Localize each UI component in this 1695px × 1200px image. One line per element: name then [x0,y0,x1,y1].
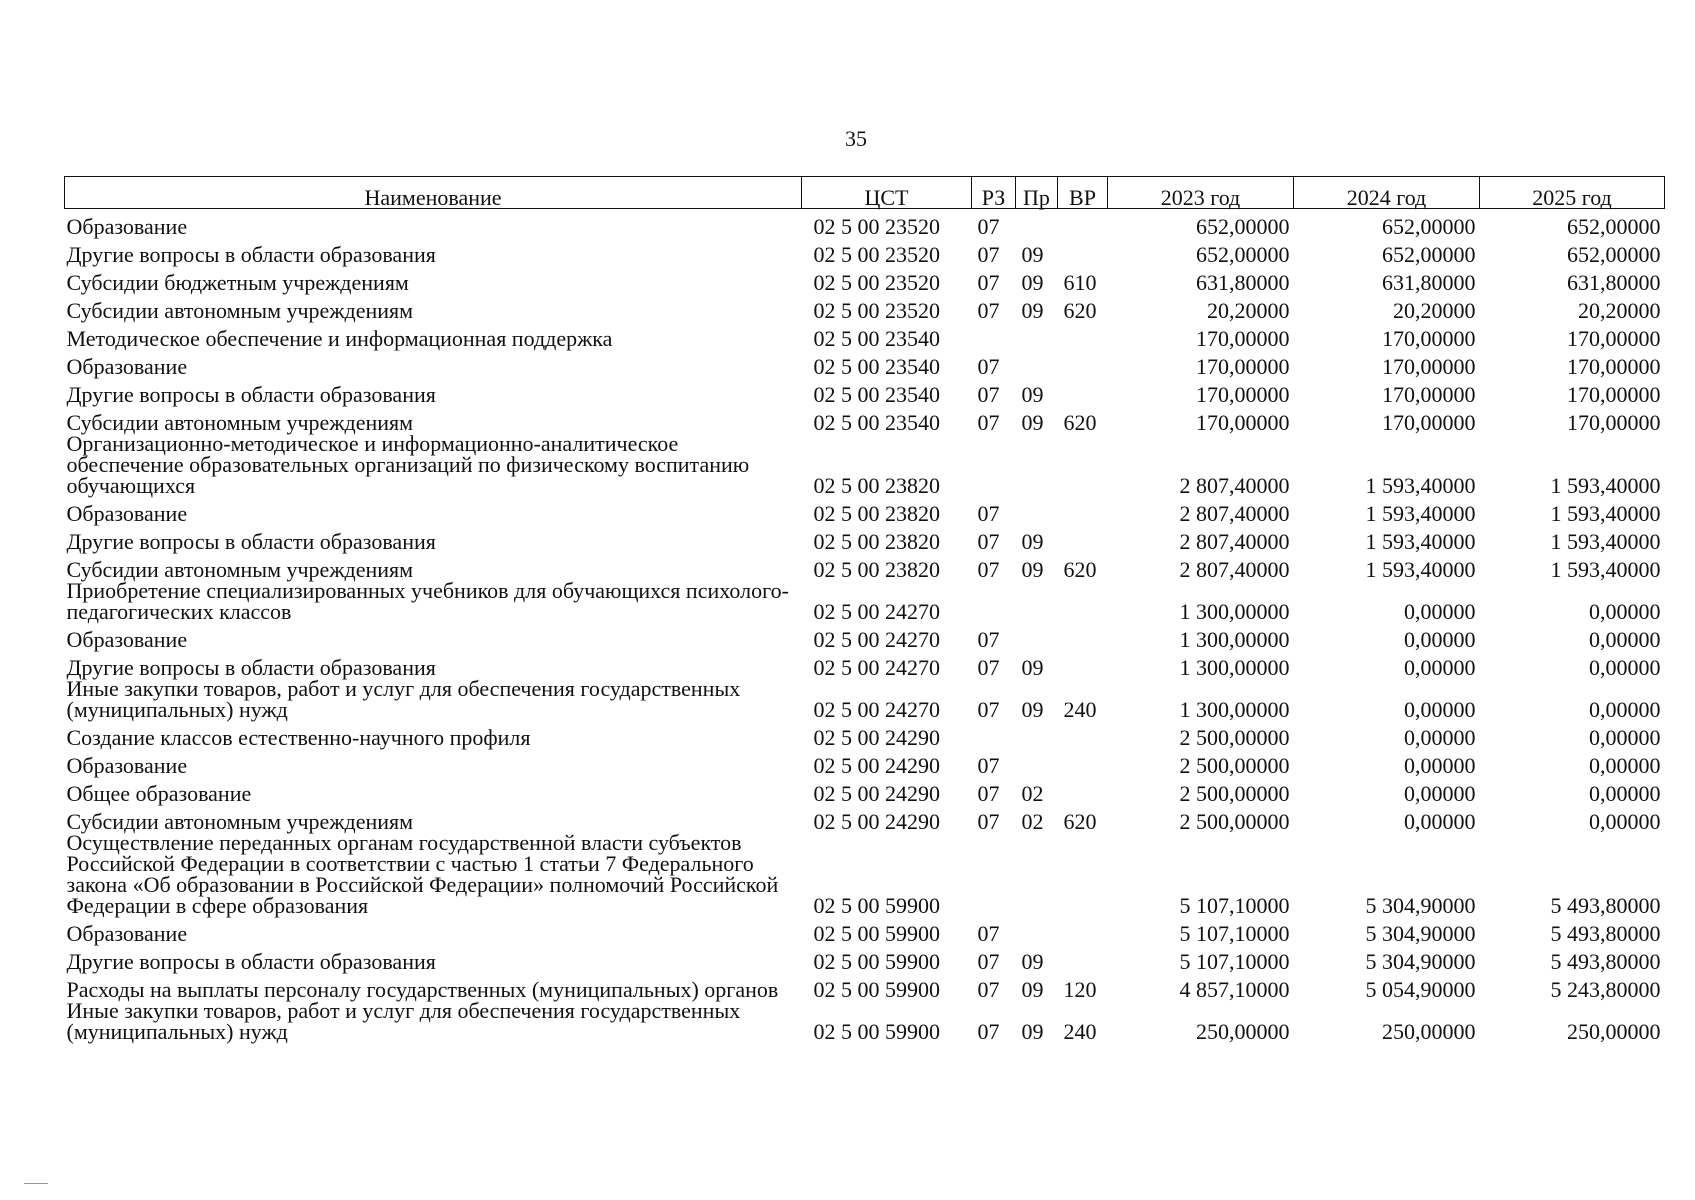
cell-pr: 09 [1021,242,1044,267]
cell-vr: 120 [1063,977,1097,1002]
cell-vr [1058,209,1108,238]
cell-2025: 1 593,40000 [1550,529,1661,554]
cell-2024: 652,00000 [1382,242,1476,267]
cell-cst: 02 5 00 59900 [813,893,940,918]
page-number: 35 [845,126,867,151]
cell-vr [1058,321,1108,349]
cell-2023: 2 807,40000 [1179,501,1290,526]
cell-name: Субсидии автономным учреждениям [66,410,414,435]
cell-rz: 07 [977,529,1000,554]
cell-vr: 610 [1063,270,1097,295]
cell-cst: 02 5 00 24270 [813,627,940,652]
cell-rz: 07 [977,557,1000,582]
cell-rz [972,321,1016,349]
cell-pr [1016,209,1058,238]
cell-2024: 0,00000 [1404,809,1476,834]
cell-2024: 1 593,40000 [1365,501,1476,526]
cell-name: Субсидии бюджетным учреждениям [66,270,409,295]
cell-pr: 09 [1021,1019,1044,1044]
table-row [65,678,1665,720]
cell-2024: 652,00000 [1382,214,1476,239]
cell-2023: 5 107,10000 [1179,921,1290,946]
cell-pr: 09 [1021,557,1044,582]
cell-pr: 09 [1021,655,1044,680]
cell-2024: 170,00000 [1382,410,1476,435]
cell-2024: 0,00000 [1404,753,1476,778]
cell-name: Другие вопросы в области образования [66,949,436,974]
table-row [65,524,1665,552]
cell-name: Образование [66,921,188,946]
cell-rz: 07 [977,977,1000,1002]
header-cst: ЦСТ [802,177,972,209]
cell-cst: 02 5 00 24270 [813,655,940,680]
cell-2025: 1 593,40000 [1550,557,1661,582]
header-2025: 2025 год [1480,177,1665,209]
table-header-row [65,177,1665,209]
cell-name: Другие вопросы в области образования [66,382,436,407]
cell-2025: 652,00000 [1567,214,1661,239]
cell-2024: 1 593,40000 [1365,529,1476,554]
cell-2023: 652,00000 [1196,214,1290,239]
table-row [65,433,1665,496]
cell-2025: 0,00000 [1589,627,1661,652]
cell-2025: 0,00000 [1589,753,1661,778]
cell-pr: 09 [1021,410,1044,435]
cell-2025: 0,00000 [1589,697,1661,722]
cell-2024: 170,00000 [1382,326,1476,351]
cell-2025: 20,20000 [1578,298,1661,323]
cell-rz: 07 [977,655,1000,680]
cell-2025: 170,00000 [1567,326,1661,351]
cell-vr [1058,832,1108,916]
cell-pr: 09 [1021,977,1044,1002]
cell-vr [1058,720,1108,748]
header-vr: ВР [1058,177,1108,209]
cell-rz: 07 [977,214,1000,239]
cell-2024: 0,00000 [1404,655,1476,680]
cell-pr: 02 [1021,809,1044,834]
cell-cst: 02 5 00 23540 [813,354,940,379]
cell-2024: 631,80000 [1382,270,1476,295]
cell-name: Образование [66,214,188,239]
cell-2025: 0,00000 [1589,725,1661,750]
cell-cst: 02 5 00 24270 [813,697,940,722]
cell-rz: 07 [977,501,1000,526]
cell-2023: 5 107,10000 [1179,893,1290,918]
table-row [65,804,1665,832]
cell-vr: 620 [1063,298,1097,323]
cell-cst: 02 5 00 24270 [813,599,940,624]
table-row [65,650,1665,678]
cell-2025: 170,00000 [1567,354,1661,379]
cell-name: Образование [66,627,188,652]
table-row [65,293,1665,321]
table-row [65,321,1665,349]
cell-vr [1058,580,1108,622]
table-row [65,580,1665,622]
cell-name: Осуществление переданных органам государственной власти субъектов Российской Федерации в соответствии с частью 1 статьи 7 Федерального закона «Об образовании в Российской Федерации» полномочий Российской Федерации в сфере образования [66,830,779,918]
cell-2023: 652,00000 [1196,242,1290,267]
cell-2023: 2 807,40000 [1179,473,1290,498]
cell-2025: 5 493,80000 [1550,949,1661,974]
table-row [65,832,1665,916]
cell-2024: 0,00000 [1404,599,1476,624]
cell-rz: 07 [977,697,1000,722]
cell-cst: 02 5 00 24290 [813,725,940,750]
header-pr: Пр [1016,177,1058,209]
cell-cst: 02 5 00 23540 [813,410,940,435]
cell-rz: 07 [977,270,1000,295]
cell-rz: 07 [977,410,1000,435]
cell-name: Субсидии автономным учреждениям [66,298,414,323]
cell-2024: 5 304,90000 [1365,893,1476,918]
table-row [65,1000,1665,1042]
cell-vr: 240 [1063,1019,1097,1044]
cell-2023: 1 300,00000 [1179,655,1290,680]
cell-cst: 02 5 00 23540 [813,326,940,351]
cell-name: Организационно-методическое и информационно-аналитическое обеспечение образовательных организаций по физическому воспитанию обучающихся [66,431,750,498]
cell-2023: 170,00000 [1196,382,1290,407]
cell-cst: 02 5 00 23820 [813,473,940,498]
table-row [65,496,1665,524]
header-name: Наименование [65,177,802,209]
cell-2025: 5 493,80000 [1550,893,1661,918]
cell-name: Расходы на выплаты персоналу государственных (муниципальных) органов [66,977,779,1002]
cell-2025: 652,00000 [1567,242,1661,267]
cell-name: Иные закупки товаров, работ и услуг для обеспечения государственных (муниципальных) нужд [66,676,741,722]
cell-2024: 170,00000 [1382,382,1476,407]
table-row [65,622,1665,650]
cell-rz: 07 [977,242,1000,267]
cell-2025: 1 593,40000 [1550,501,1661,526]
table-row [65,377,1665,405]
cell-cst: 02 5 00 23520 [813,270,940,295]
cell-2024: 5 054,90000 [1365,977,1476,1002]
cell-2023: 2 500,00000 [1179,809,1290,834]
cell-name: Субсидии автономным учреждениям [66,809,414,834]
scan-mark [24,1183,48,1184]
table-body [65,209,1665,1043]
cell-rz: 07 [977,627,1000,652]
cell-cst: 02 5 00 24290 [813,781,940,806]
cell-name: Субсидии автономным учреждениям [66,557,414,582]
cell-2024: 5 304,90000 [1365,921,1476,946]
cell-pr [1016,321,1058,349]
cell-2024: 170,00000 [1382,354,1476,379]
cell-name: Создание классов естественно-научного профиля [66,725,531,750]
cell-2025: 0,00000 [1589,809,1661,834]
cell-rz: 07 [977,382,1000,407]
cell-name: Образование [66,501,188,526]
cell-2023: 2 500,00000 [1179,781,1290,806]
table-row [65,776,1665,804]
cell-pr: 09 [1021,382,1044,407]
cell-2023: 170,00000 [1196,354,1290,379]
cell-rz: 07 [977,1019,1000,1044]
cell-vr [1058,622,1108,650]
cell-2024: 1 593,40000 [1365,557,1476,582]
cell-rz: 07 [977,298,1000,323]
table-row [65,972,1665,1000]
cell-cst: 02 5 00 59900 [813,949,940,974]
cell-2025: 0,00000 [1589,655,1661,680]
cell-2024: 0,00000 [1404,781,1476,806]
cell-vr [1058,524,1108,552]
cell-vr [1058,377,1108,405]
cell-cst: 02 5 00 24290 [813,753,940,778]
cell-pr [1016,720,1058,748]
cell-2023: 5 107,10000 [1179,949,1290,974]
cell-2024: 0,00000 [1404,725,1476,750]
cell-pr [1016,748,1058,776]
cell-2023: 170,00000 [1196,410,1290,435]
cell-pr: 09 [1021,529,1044,554]
cell-2023: 2 807,40000 [1179,529,1290,554]
cell-2025: 0,00000 [1589,781,1661,806]
cell-2025: 631,80000 [1567,270,1661,295]
cell-2025: 250,00000 [1567,1019,1661,1044]
cell-name: Методическое обеспечение и информационная поддержка [66,326,613,351]
cell-rz [972,433,1016,496]
cell-2023: 1 300,00000 [1179,697,1290,722]
cell-2023: 2 500,00000 [1179,725,1290,750]
cell-2024: 1 593,40000 [1365,473,1476,498]
cell-pr [1016,580,1058,622]
cell-cst: 02 5 00 23540 [813,382,940,407]
cell-pr [1016,916,1058,944]
cell-name: Иные закупки товаров, работ и услуг для обеспечения государственных (муниципальных) нужд [66,998,741,1044]
table-row [65,748,1665,776]
cell-cst: 02 5 00 23820 [813,557,940,582]
table-row [65,916,1665,944]
cell-vr [1058,650,1108,678]
cell-pr [1016,496,1058,524]
cell-vr: 620 [1063,410,1097,435]
cell-vr [1058,433,1108,496]
table-row [65,349,1665,377]
cell-rz [972,720,1016,748]
cell-pr [1016,433,1058,496]
header-rz: РЗ [972,177,1016,209]
cell-2023: 1 300,00000 [1179,627,1290,652]
cell-name: Другие вопросы в области образования [66,655,436,680]
table-row [65,720,1665,748]
cell-pr: 09 [1021,298,1044,323]
cell-rz: 07 [977,354,1000,379]
header-2024: 2024 год [1294,177,1480,209]
cell-2025: 170,00000 [1567,410,1661,435]
cell-rz: 07 [977,949,1000,974]
cell-vr [1058,916,1108,944]
cell-2023: 20,20000 [1207,298,1290,323]
cell-2025: 5 493,80000 [1550,921,1661,946]
cell-cst: 02 5 00 23820 [813,529,940,554]
cell-vr [1058,944,1108,972]
cell-cst: 02 5 00 24290 [813,809,940,834]
cell-2023: 1 300,00000 [1179,599,1290,624]
cell-vr [1058,776,1108,804]
cell-cst: 02 5 00 23520 [813,214,940,239]
cell-pr: 02 [1021,781,1044,806]
cell-name: Другие вопросы в области образования [66,529,436,554]
cell-cst: 02 5 00 23820 [813,501,940,526]
cell-vr: 620 [1063,809,1097,834]
cell-cst: 02 5 00 23520 [813,298,940,323]
cell-cst: 02 5 00 23520 [813,242,940,267]
cell-rz: 07 [977,921,1000,946]
cell-2024: 250,00000 [1382,1019,1476,1044]
cell-name: Образование [66,354,188,379]
table-row [65,405,1665,433]
cell-2025: 170,00000 [1567,382,1661,407]
cell-pr: 09 [1021,270,1044,295]
cell-2025: 1 593,40000 [1550,473,1661,498]
cell-vr: 240 [1063,697,1097,722]
cell-2023: 2 807,40000 [1179,557,1290,582]
cell-name: Общее образование [66,781,252,806]
table-row [65,265,1665,293]
cell-cst: 02 5 00 59900 [813,977,940,1002]
cell-pr [1016,349,1058,377]
cell-pr: 09 [1021,949,1044,974]
cell-vr [1058,349,1108,377]
cell-name: Приобретение специализированных учебников для обучающихся психолого-педагогических классов [66,578,789,624]
budget-table [64,176,1665,1042]
table-row [65,237,1665,265]
cell-2024: 20,20000 [1393,298,1476,323]
cell-pr [1016,622,1058,650]
cell-rz [972,832,1016,916]
cell-name: Другие вопросы в области образования [66,242,436,267]
cell-2023: 4 857,10000 [1179,977,1290,1002]
header-2023: 2023 год [1108,177,1294,209]
cell-pr [1016,832,1058,916]
cell-vr [1058,748,1108,776]
cell-name: Образование [66,753,188,778]
cell-2023: 2 500,00000 [1179,753,1290,778]
cell-2024: 0,00000 [1404,697,1476,722]
cell-2023: 170,00000 [1196,326,1290,351]
cell-2025: 0,00000 [1589,599,1661,624]
cell-2025: 5 243,80000 [1550,977,1661,1002]
cell-2024: 5 304,90000 [1365,949,1476,974]
cell-2024: 0,00000 [1404,627,1476,652]
cell-rz: 07 [977,809,1000,834]
cell-2023: 631,80000 [1196,270,1290,295]
cell-pr: 09 [1021,697,1044,722]
cell-cst: 02 5 00 59900 [813,1019,940,1044]
cell-rz: 07 [977,781,1000,806]
cell-cst: 02 5 00 59900 [813,921,940,946]
table-row [65,209,1665,238]
cell-vr: 620 [1063,557,1097,582]
cell-vr [1058,496,1108,524]
table-row [65,944,1665,972]
cell-rz [972,580,1016,622]
cell-vr [1058,237,1108,265]
cell-2023: 250,00000 [1196,1019,1290,1044]
cell-rz: 07 [977,753,1000,778]
table-row [65,552,1665,580]
